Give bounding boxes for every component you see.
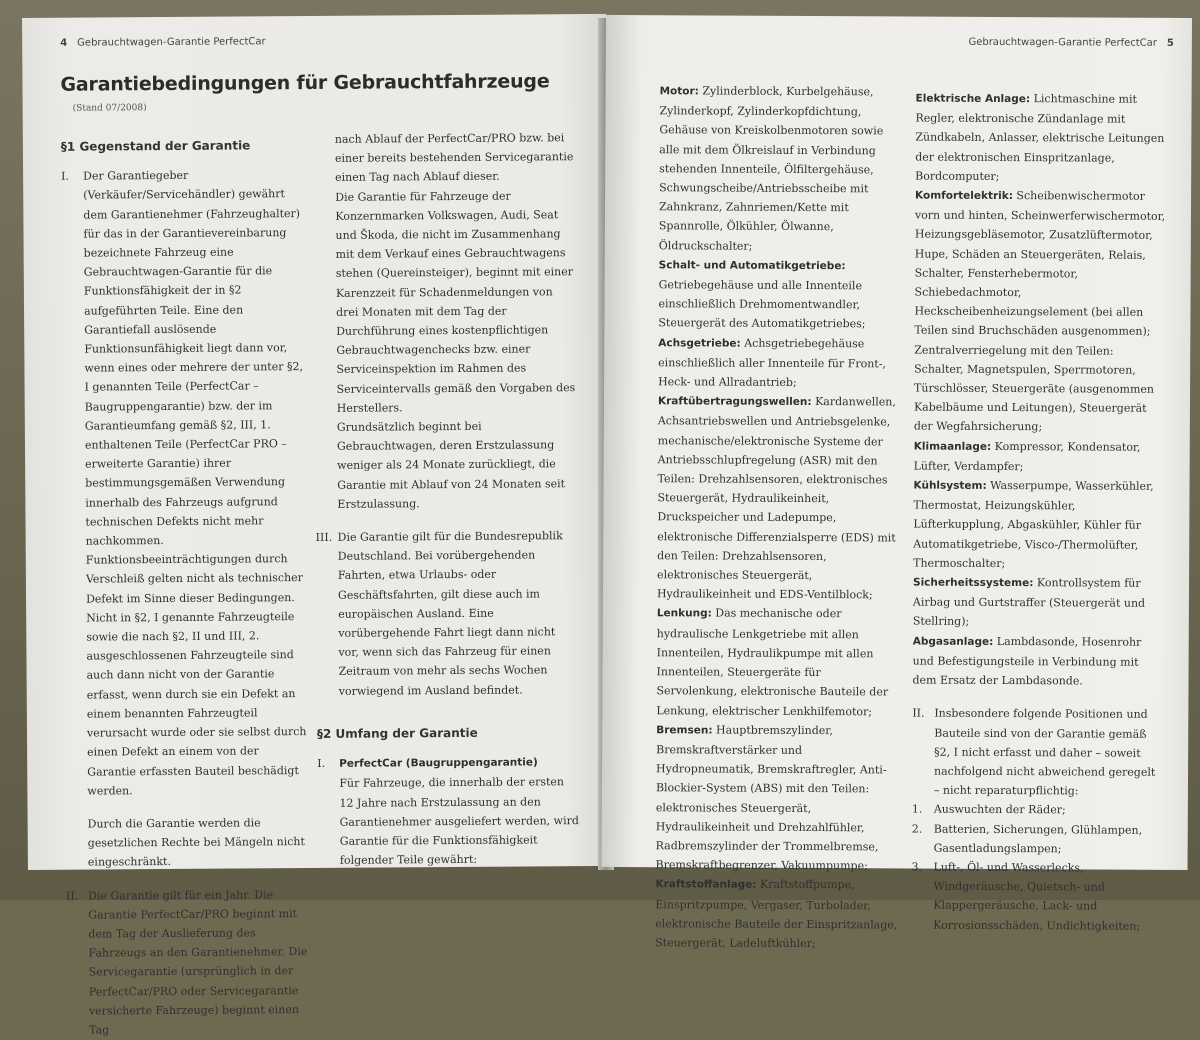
list-item: [313, 128, 578, 514]
entry-label: Lenkung:: [656, 607, 712, 620]
list-marker: 3.: [911, 860, 923, 874]
entry-text: Achsgetriebegehäuse einschließlich aller Innenteile für Front-, Heck- und Allradantrieb;: [658, 336, 886, 389]
list-marker: III.: [315, 530, 333, 545]
list-item: [317, 752, 580, 870]
list-text: Insbesondere folgende Positionen und Bauteile sind von der Garantie gemäß §2, I nicht erfasst und daher – soweit nachfolgend nicht abweichend geregelt – nicht reparaturpflichtig:: [933, 706, 1156, 798]
subsection-title: PerfectCar (Baugruppengarantie): [339, 756, 538, 770]
entry-label: Achsgetriebe:: [658, 336, 741, 350]
left-page: [22, 14, 612, 1037]
list-text: Luft-, Öl- und Wasserlecks, Windgeräusche, Quietsch- und Klappergeräusche, Lack- und Korrosionsschäden, Undichtigkeiten;: [933, 860, 1141, 933]
list-marker: II.: [912, 706, 925, 720]
entry-text: Kompressor, Kondensator, Lüfter, Verdampfer;: [913, 439, 1141, 473]
entry-label: Motor:: [659, 85, 699, 98]
page-title: Garantiebedingungen für Gebrauchtfahrzeuge: [60, 70, 550, 96]
list-item: [66, 885, 311, 1040]
entry-text: Lichtmaschine mit Regler, elektronische Zündanlage mit Zündkabeln, Anlasser, elektrische Leitungen der elektronischen Einspritzanlage, Bordcomputer;: [915, 92, 1165, 183]
right-column-2: [911, 89, 1167, 936]
warranty-entry: [913, 476, 1166, 574]
warranty-entry: [912, 631, 1164, 691]
running-head-text: Gebrauchtwagen-Garantie PerfectCar: [968, 36, 1157, 49]
list-item: [61, 165, 309, 800]
list-text: Der Garantiegeber (Verkäufer/Servicehändler) gewährt dem Garantienehmer (Fahrzeughalter) für das in der Garantievereinbarung bezeichnete Fahrzeug eine Gebrauchtwagen-Garantie für die Funktionsfähigkeit der in §2 aufgeführten Teile. Eine den Garantiefall auslösende Funktionsunfähigkeit liegt dann vor, wenn eines oder mehrere der unter §2, I genannten Teile (PerfectCar – Baugruppengarantie) bzw. der im Garantieumfang gemäß §2, III, 1. enthaltenen Teile (PerfectCar PRO – erweiterte Garantie) ihrer bestimmungsgemäßen Verwendung innerhalb des Fahrzeugs aufgrund technischen Defekts nicht mehr nachkommen. Funktionsbeeinträchtigungen durch Verschleiß gelten nicht als technischer Defekt im Sinne dieser Bedingungen. Nicht in §2, I genannte Fahrzeugteile sowie die nach §2, II und III, 2. ausgeschlossenen Fahrzeugteile sind auch dann nicht von der Garantie erfasst, wenn durch sie ein Defekt an einem benannten Fahrzeugteil verursacht wurde oder sie selbst durch einen Defekt an einem von der Garantie erfassten Bauteil beschädigt werden.: [83, 169, 307, 798]
page-number: 5: [1166, 37, 1174, 49]
entry-label: Klimaanlage:: [913, 440, 992, 453]
entry-text: Hauptbremszylinder, Bremskraftverstärker und Hydropneumatik, Bremskraftregler, Anti-Blockier-System (ABS) mit den Teilen: elektronisches Steuergerät, Hydraulikeinheit und Drehzahlfühler, Radbremszylinder der Trommelbremse, Bremskraftbegrenzer, Vakuumpumpe;: [655, 723, 887, 873]
entry-label: Kraftübertragungswellen:: [657, 395, 812, 409]
warranty-entry: [914, 436, 1166, 477]
warranty-entry: [656, 604, 903, 722]
list-marker: I.: [317, 756, 326, 771]
entry-label: Kraftstoffanlage:: [655, 878, 757, 892]
paragraph: nach Ablauf der PerfectCar/PRO bzw. bei einer bereits bestehenden Servicegarantie einen Tag nach Ablauf dieser.: [334, 131, 574, 185]
exclusion-item: [912, 819, 1164, 859]
warranty-entry: [658, 333, 904, 393]
right-page: [602, 15, 1192, 950]
entry-label: Elektrische Anlage:: [915, 92, 1031, 106]
exclusion-item: [912, 800, 1164, 821]
entry-label: Komfortelektrik:: [915, 189, 1013, 203]
entry-text: Zylinderblock, Kurbelgehäuse, Zylinderkopf, Zylinderkopfdichtung, Gehäuse von Kreiskolbenmotoren sowie alle mit dem Ölkreislauf in Verbindung stehenden Innenteile, Ölfiltergehäuse, Schwungscheibe/Antriebsscheibe mit Zahnkranz, Zahnriemen/Kette mit Spannrolle, Ölkühler, Ölwanne, Öldruckschalter;: [658, 84, 884, 253]
entry-text: Getriebegehäuse und alle Innenteile einschließlich Drehmomentwandler, Steuergerät des Automatikgetriebes;: [658, 278, 866, 331]
left-column-1: [61, 136, 311, 1040]
warranty-entry: [658, 255, 904, 334]
warranty-entry: [915, 89, 1168, 187]
section-heading: §2 Umfang der Garantie: [316, 725, 478, 741]
stand-date: (Stand 07/2008): [72, 103, 147, 114]
list-text: Batterien, Sicherungen, Glühlampen, Gasentladungslampen;: [933, 822, 1143, 856]
entry-text: Lambdasonde, Hosenrohr und Befestigungsteile in Verbindung mit dem Ersatz der Lambdasonde.: [912, 634, 1142, 688]
entry-label: Kühlsystem:: [913, 479, 987, 492]
entry-label: Schalt- und Automatikgetriebe:: [658, 259, 846, 273]
list-text: Auswuchten der Räder;: [933, 802, 1066, 817]
warranty-entry: [657, 391, 904, 605]
running-head-left: [60, 36, 265, 48]
warranty-entry: [659, 81, 906, 256]
paragraph: Durch die Garantie werden die gesetzlichen Rechte bei Mängeln nicht eingeschränkt.: [87, 816, 305, 869]
section-heading: §1 Gegenstand der Garantie: [60, 138, 251, 154]
warranty-entry: [655, 875, 901, 954]
warranty-entry: [913, 573, 1165, 633]
warranty-entry: [914, 186, 1167, 438]
right-column-1: [655, 81, 906, 953]
list-item: [316, 526, 579, 701]
exclusion-item: [911, 857, 1163, 935]
entry-label: Bremsen:: [656, 723, 713, 737]
entry-text: Das mechanische oder hydraulische Lenkgetriebe mit allen Innenteilen, Hydraulikpumpe mit allen Innenteilen, Steuergeräte für Servolenkung, elektronische Bauteile der Lenkung, elektrischer Lenkhilfemotor;: [656, 606, 889, 718]
list-marker: 2.: [911, 822, 923, 836]
entry-label: Sicherheitssysteme:: [913, 576, 1034, 590]
running-head-text: Gebrauchtwagen-Garantie PerfectCar: [77, 36, 266, 49]
paragraph: Die Garantie für Fahrzeuge der Konzernmarken Volkswagen, Audi, Seat und Škoda, die nicht im Zusammenhang mit dem Verkauf eines Gebrauchtwagens stehen (Quereinsteiger), beginnt mit einer Karenzzeit für Schadenmeldungen von drei Monaten mit dem Tag der Durchführung eines kostenpflichtigen Gebrauchtwagenchecks bzw. einer Serviceinspektion im Rahmen des Serviceintervalls gemäß den Vorgaben des Herstellers.: [335, 189, 576, 415]
entry-text: Wasserpumpe, Wasserkühler, Thermostat, Heizungskühler, Lüfterkupplung, Abgaskühler, Kühler für Automatikgetriebe, Visco-/Thermolüfter, Thermoschalter;: [913, 478, 1154, 570]
warranty-entry: [656, 720, 903, 876]
list-item: [912, 704, 1164, 801]
paragraph: Grundsätzlich beginnt bei Gebrauchtwagen, deren Erstzulassung weniger als 24 Monate zurückliegt, die Garantie mit Ablauf von 24 Monaten seit Erstzulassung.: [336, 419, 566, 511]
list-item: [66, 813, 310, 872]
running-head-right: [968, 37, 1173, 49]
left-column-2: [313, 128, 580, 870]
list-marker: I.: [61, 169, 69, 183]
entry-text: Scheibenwischermotor vorn und hinten, Scheinwerferwischermotor, Heizungsgebläsemotor, Zusatzlüftermotor, Hupe, Schäden an Steuergeräten, Relais, Schalter, Fensterhebermotor, Schiebedachmotor, Heckscheibenheizungselement (bei allen Teilen sind Bruchschäden ausgenommen); Zentralverriegelung mit den Teilen: Schalter, Magnetspulen, Sperrmotoren, Türschlösser, Steuergeräte (ausgenommen Kabelbäume und Leitungen), Steuergerät der Wegfahrsicherung;: [913, 189, 1166, 434]
list-text: Die Garantie gilt für die Bundesrepublik Deutschland. Bei vorübergehenden Fahrten, etwa Urlaubs- oder Geschäftsfahrten, gilt diese auch im europäischen Ausland. Eine vorübergehende Fahrt liegt dann nicht vor, wenn sich das Fahrzeug für einen Zeitraum von mehr als sechs Wochen vorwiegend im Ausland befindet.: [337, 529, 563, 698]
list-text: Die Garantie gilt für ein Jahr. Die Garantie PerfectCar/PRO beginnt mit dem Tag der Auslieferung des Fahrzeugs an den Garantienehmer. Die Servicegarantie (ursprünglich in der PerfectCar/PRO oder Servicegarantie versicherte Fahrzeuge) beginnt einen Tag: [88, 887, 308, 1037]
entry-text: Kontrollsystem für Airbag und Gurtstraffer (Steuergerät und Stellring);: [912, 576, 1146, 629]
list-text: Für Fahrzeuge, die innerhalb der ersten 12 Jahre nach Erstzulassung an den Garantienehmer ausgeliefert werden, wird Garantie für die Funktionsfähigkeit folgender Teile gewährt:: [339, 775, 579, 867]
page-number: 4: [60, 37, 68, 49]
list-marker: 1.: [911, 802, 923, 816]
entry-text: Kraftstoffpumpe, Einspritzpumpe, Vergaser, Turbolader, elektronische Bauteile der Einspritzanlage, Steuergerät, Ladeluftkühler;: [655, 878, 898, 950]
list-marker: II.: [66, 889, 79, 903]
paragraph: [335, 128, 578, 514]
entry-label: Abgasanlage:: [912, 635, 994, 648]
entry-text: Kardanwellen, Achsantriebswellen und Antriebsgelenke, mechanische/elektronische Systeme der Antriebsschlupfregelung (ASR) mit den Teilen: Drehzahlsensoren, elektronisches Steuergerät, Hydraulikeinheit, Druckspeicher und Ladepumpe, elektronische Differenzialsperre (EDS) mit den Teilen: Drehzahlsensoren, elektronisches Steuergerät, Hydraulikeinheit und EDS-Ventilblock;: [656, 395, 896, 602]
